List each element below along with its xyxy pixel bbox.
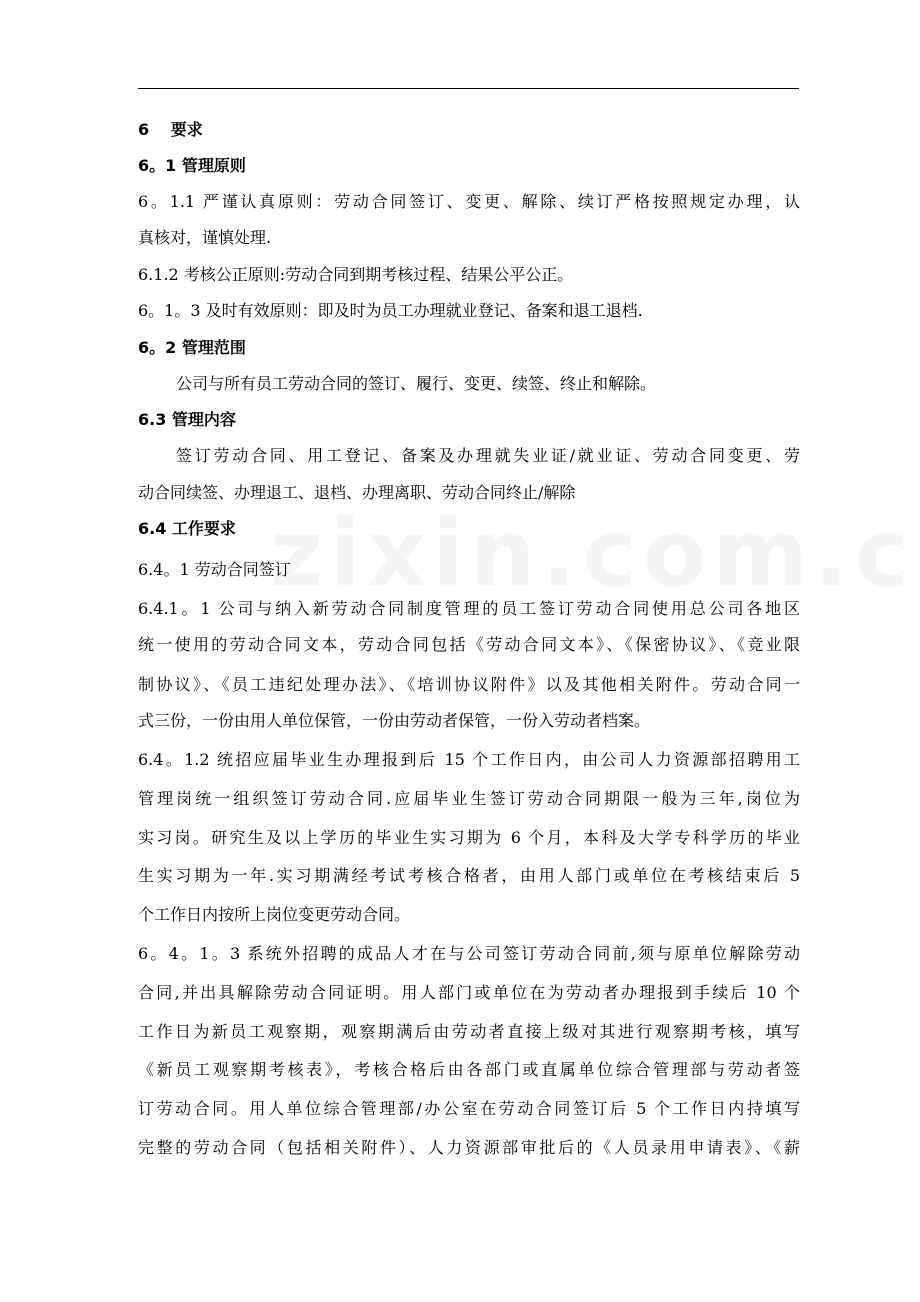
- paragraph-line: 6。4。1。3 系统外招聘的成品人才在与公司签订劳动合同前,须与原单位解除劳动: [138, 944, 800, 963]
- paragraph-line: 《新员工观察期考核表》，考核合格后由各部门或直属单位综合管理部与劳动者签: [138, 1060, 800, 1079]
- paragraph-line: 6.4.1。1 公司与纳入新劳动合同制度管理的员工签订劳动合同使用总公司各地区: [138, 599, 800, 618]
- paragraph-line: 制协议》、《员工违纪处理办法》、《培训协议附件》以及其他相关附件。劳动合同一: [138, 675, 800, 694]
- paragraph-line: 公司与所有员工劳动合同的签订、履行、变更、续签、终止和解除。: [176, 374, 657, 393]
- paragraph-line: 管理岗统一组织签订劳动合同.应届毕业生签订劳动合同期限一般为三年,岗位为: [138, 789, 800, 808]
- paragraph-line: 6.4。1.2 统招应届毕业生办理报到后 15 个工作日内，由公司人力资源部招聘用工: [138, 750, 800, 769]
- paragraph-line: 6。1.1 严谨认真原则：劳动合同签订、变更、解除、续订严格按照规定办理，认: [138, 192, 800, 211]
- paragraph-line: 6.4。1 劳动合同签订: [138, 560, 291, 579]
- paragraph-line: 签订劳动合同、用工登记、备案及办理就失业证/就业证、劳动合同变更、劳: [176, 446, 800, 465]
- paragraph-line: 个工作日内按所上岗位变更劳动合同。: [138, 905, 411, 924]
- paragraph-line: 订劳动合同。用人单位综合管理部/办公室在劳动合同签订后 5 个工作日内持填写: [138, 1099, 800, 1118]
- paragraph-line: 真核对，谨慎处理.: [138, 228, 272, 247]
- subsection-heading: 6.4 工作要求: [138, 519, 236, 538]
- paragraph-line: 合同,并出具解除劳动合同证明。用人部门或单位在为劳动者办理报到手续后 10 个: [138, 983, 800, 1002]
- subsection-heading: 6。1 管理原则: [138, 156, 246, 175]
- paragraph-line: 动合同续签、办理退工、退档、办理离职、劳动合同终止/解除: [138, 483, 576, 502]
- paragraph-line: 工作日为新员工观察期，观察期满后由劳动者直接上级对其进行观察期考核，填写: [138, 1022, 800, 1041]
- subsection-heading: 6.3 管理内容: [138, 410, 236, 429]
- paragraph-line: 完整的劳动合同（包括相关附件）、人力资源部审批后的《人员录用申请表》、《薪: [138, 1138, 800, 1157]
- paragraph-line: 6.1.2 考核公正原则:劳动合同到期考核过程、结果公平公正。: [138, 265, 574, 284]
- paragraph-line: 6。1。3 及时有效原则：即及时为员工办理就业登记、备案和退工退档.: [138, 301, 643, 320]
- section-heading: 6 要求: [138, 120, 203, 139]
- header-rule: [138, 88, 799, 89]
- paragraph-line: 统一使用的劳动合同文本，劳动合同包括《劳动合同文本》、《保密协议》、《竞业限: [138, 635, 800, 654]
- paragraph-line: 式三份，一份由用人单位保管，一份由劳动者保管，一份入劳动者档案。: [138, 711, 651, 730]
- paragraph-line: 实习岗。研究生及以上学历的毕业生实习期为 6 个月，本科及大学专科学历的毕业: [138, 828, 800, 847]
- paragraph-line: 生实习期为一年.实习期满经考试考核合格者，由用人部门或单位在考核结束后 5: [138, 866, 800, 885]
- subsection-heading: 6。2 管理范围: [138, 338, 246, 357]
